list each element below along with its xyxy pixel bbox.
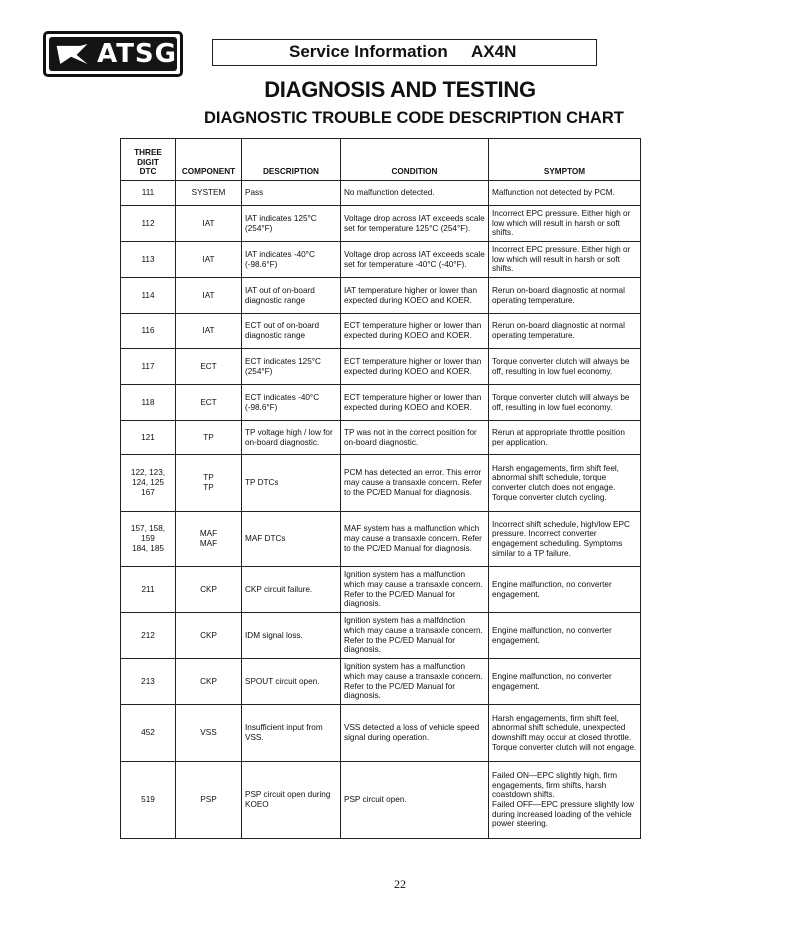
description-cell: Insufficient input from VSS. [242,705,341,762]
symptom-cell: Incorrect EPC pressure. Either high or low which will result in harsh or soft shifts. [489,242,641,278]
component-cell: ECT [176,385,242,421]
header-dtc: THREE DIGIT DTC [121,139,176,181]
component-cell: SYSTEM [176,181,242,206]
dtc-cell: 121 [121,421,176,455]
description-cell: ECT indicates 125°C (254°F) [242,349,341,385]
component-cell: IAT [176,314,242,349]
description-cell: IDM signal loss. [242,613,341,659]
condition-cell: VSS detected a loss of vehicle speed signal during operation. [341,705,489,762]
condition-cell: Ignition system has a malfunction which may cause a transaxle concern. Refer to the PC/ED Manual for diagnosis. [341,659,489,705]
description-cell: CKP circuit failure. [242,567,341,613]
table-row [121,206,641,242]
component-cell: PSP [176,762,242,839]
description-cell: PSP circuit open during KOEO [242,762,341,839]
page-title: DIAGNOSIS AND TESTING [264,77,536,102]
condition-cell: MAF system has a malfunction which may cause a transaxle concern. Refer to the PC/ED Manual for diagnosis. [341,512,489,567]
component-cell: IAT [176,278,242,314]
dtc-cell: 122, 123, 124, 125 167 [121,455,176,512]
condition-cell: Ignition system has a malfunction which may cause a transaxle concern. Refer to the PC/ED Manual for diagnosis. [341,567,489,613]
description-cell: IAT indicates -40°C (-98.6°F) [242,242,341,278]
dtc-cell: 113 [121,242,176,278]
component-cell: CKP [176,659,242,705]
description-cell: SPOUT circuit open. [242,659,341,705]
dtc-cell: 213 [121,659,176,705]
header-symptom: SYMPTOM [489,139,641,181]
condition-cell: TP was not in the correct position for on-board diagnostic. [341,421,489,455]
table-row [121,385,641,421]
dtc-cell: 112 [121,206,176,242]
symptom-cell: Engine malfunction, no converter engagement. [489,613,641,659]
dtc-cell: 118 [121,385,176,421]
symptom-cell: Torque converter clutch will always be off, resulting in low fuel economy. [489,385,641,421]
table-row [121,278,641,314]
header-component: COMPONENT [176,139,242,181]
condition-cell: ECT temperature higher or lower than expected during KOEO and KOER. [341,314,489,349]
atsg-logo [43,31,183,77]
header-condition: CONDITION [341,139,489,181]
description-cell: IAT out of on-board diagnostic range [242,278,341,314]
chart-subtitle: DIAGNOSTIC TROUBLE CODE DESCRIPTION CHART [204,109,624,127]
symptom-cell: Rerun on-board diagnostic at normal operating temperature. [489,278,641,314]
table-row [121,613,641,659]
table-row [121,349,641,385]
condition-cell: PCM has detected an error. This error may cause a transaxle concern. Refer to the PC/ED Manual for diagnosis. [341,455,489,512]
table-row [121,705,641,762]
component-cell: MAF MAF [176,512,242,567]
dtc-cell: 117 [121,349,176,385]
dtc-cell: 211 [121,567,176,613]
page-number: 22 [394,877,406,891]
condition-cell: PSP circuit open. [341,762,489,839]
eagle-logo-icon [53,37,91,71]
table-header-row [121,139,641,181]
symptom-cell: Harsh engagements, firm shift feel, abnormal shift schedule, unexpected downshift may occur at closed throttle. Torque converter clutch will not engage. [489,705,641,762]
dtc-cell: 212 [121,613,176,659]
condition-cell: Voltage drop across IAT exceeds scale set for temperature 125°C (254°F). [341,206,489,242]
symptom-cell: Failed ON—EPC slightly high, firm engagements, firm shifts, harsh coastdown shifts. Failed OFF—EPC pressure slightly low during increased loading of the vehicle power steering. [489,762,641,839]
symptom-cell: Torque converter clutch will always be off, resulting in low fuel economy. [489,349,641,385]
dtc-cell: 114 [121,278,176,314]
header-description: DESCRIPTION [242,139,341,181]
description-cell: TP voltage high / low for on-board diagnostic. [242,421,341,455]
table-row [121,659,641,705]
table-row [121,512,641,567]
component-cell: VSS [176,705,242,762]
symptom-cell: Rerun on-board diagnostic at normal operating temperature. [489,314,641,349]
symptom-cell: Incorrect EPC pressure. Either high or low which will result in harsh or soft shifts. [489,206,641,242]
table-row [121,762,641,839]
component-cell: CKP [176,567,242,613]
description-cell: TP DTCs [242,455,341,512]
condition-cell: ECT temperature higher or lower than expected during KOEO and KOER. [341,385,489,421]
component-cell: TP TP [176,455,242,512]
table-row [121,455,641,512]
condition-cell: IAT temperature higher or lower than expected during KOEO and KOER. [341,278,489,314]
model-label: AX4N [471,42,517,61]
description-cell: Pass [242,181,341,206]
condition-cell: ECT temperature higher or lower than expected during KOEO and KOER. [341,349,489,385]
dtc-cell: 111 [121,181,176,206]
description-cell: ECT indicates -40°C (-98.6°F) [242,385,341,421]
dtc-table [120,138,641,839]
symptom-cell: Harsh engagements, firm shift feel, abnormal shift schedule, torque converter clutch does not engage. Torque converter clutch cycling. [489,455,641,512]
dtc-cell: 519 [121,762,176,839]
table-row [121,181,641,206]
condition-cell: No malfunction detected. [341,181,489,206]
dtc-cell: 452 [121,705,176,762]
symptom-cell: Engine malfunction, no converter engagement. [489,659,641,705]
table-row [121,314,641,349]
component-cell: ECT [176,349,242,385]
table-row [121,421,641,455]
symptom-cell: Rerun at appropriate throttle position per application. [489,421,641,455]
service-info-box [212,39,597,66]
dtc-cell: 116 [121,314,176,349]
description-cell: ECT out of on-board diagnostic range [242,314,341,349]
logo-text: ATSG [97,39,177,69]
description-cell: MAF DTCs [242,512,341,567]
component-cell: IAT [176,206,242,242]
description-cell: IAT indicates 125°C (254°F) [242,206,341,242]
symptom-cell: Incorrect shift schedule, high/low EPC pressure. Incorrect converter engagement scheduling. Symptoms similar to a TP failure. [489,512,641,567]
condition-cell: Ignition system has a malfdnction which may cause a transaxle concern. Refer to the PC/ED Manual for diagnosis. [341,613,489,659]
component-cell: TP [176,421,242,455]
condition-cell: Voltage drop across IAT exceeds scale set for temperature -40°C (-40°F). [341,242,489,278]
component-cell: IAT [176,242,242,278]
dtc-cell: 157, 158, 159 184, 185 [121,512,176,567]
service-info-label: Service Information [289,42,448,61]
table-row [121,567,641,613]
component-cell: CKP [176,613,242,659]
table-row [121,242,641,278]
symptom-cell: Engine malfunction, no converter engagement. [489,567,641,613]
symptom-cell: Malfunction not detected by PCM. [489,181,641,206]
